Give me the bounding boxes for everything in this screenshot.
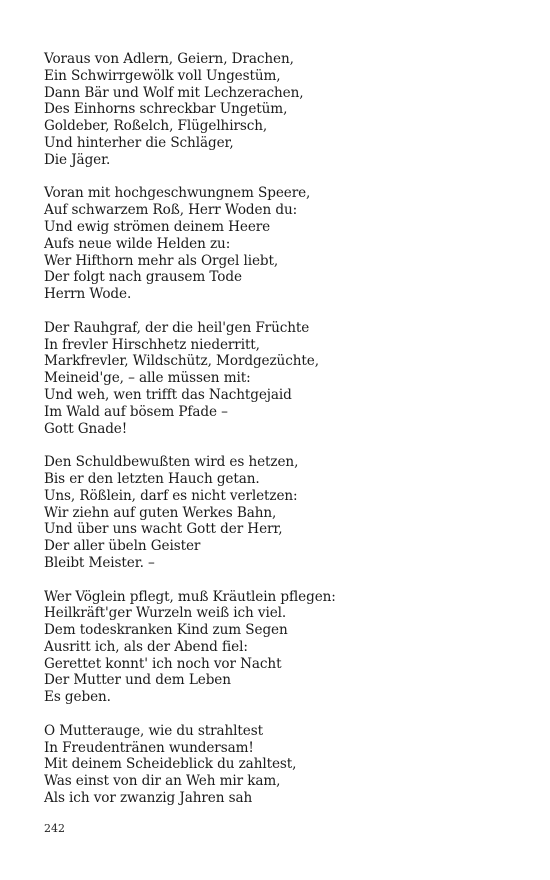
poem-line: Uns, Rößlein, darf es nicht verletzen: <box>44 487 298 504</box>
poem-line: Im Wald auf bösem Pfade – <box>44 403 228 420</box>
poem-line: Und über uns wacht Gott der Herr, <box>44 521 283 538</box>
poem-line: Als ich vor zwanzig Jahren sah <box>44 790 253 807</box>
poem-line: Bis er den letzten Hauch getan. <box>44 470 260 487</box>
stanza-2 <box>44 185 514 303</box>
poem-line: Der folgt nach grausem Tode <box>44 269 242 286</box>
poem-line: Der Rauhgraf, der die heil'gen Früchte <box>44 319 310 336</box>
poem-line: Bleibt Meister. – <box>44 554 155 571</box>
stanza-1 <box>44 51 514 169</box>
poem-line: Herrn Wode. <box>44 286 132 303</box>
stanza-6 <box>44 723 514 807</box>
poem-line: Der Mutter und dem Leben <box>44 672 231 689</box>
poem-line: In Freudentränen wundersam! <box>44 739 254 756</box>
poem-line: Dann Bär und Wolf mit Lechzerachen, <box>44 84 304 101</box>
poem-line: In frevler Hirschhetz niederritt, <box>44 336 260 353</box>
poem-line: Meineid'ge, – alle müssen mit: <box>44 370 251 387</box>
poem-line: Ein Schwirrgewölk voll Ungestüm, <box>44 67 281 84</box>
poem-line: Wer Hifthorn mehr als Orgel liebt, <box>44 252 279 269</box>
poem-line: Es geben. <box>44 689 111 706</box>
poem-line: Heilkräft'ger Wurzeln weiß ich viel. <box>44 605 287 622</box>
stanza-3 <box>44 320 514 438</box>
poem-line: Mit deinem Scheideblick du zahltest, <box>44 756 297 773</box>
poem-line: Gott Gnade! <box>44 420 128 437</box>
poem-line: Und ewig strömen deinem Heere <box>44 218 271 235</box>
poem-line: Gerettet konnt' ich noch vor Nacht <box>44 655 282 672</box>
poem-line: Wir ziehn auf guten Werkes Bahn, <box>44 504 277 521</box>
poem-line: Der aller übeln Geister <box>44 538 201 555</box>
poem-line: Und hinterher die Schläger, <box>44 134 234 151</box>
poem-line: Markfrevler, Wildschütz, Mordgezüchte, <box>44 353 319 370</box>
poem-line: Des Einhorns schreckbar Ungetüm, <box>44 101 288 118</box>
poem-line: Voraus von Adlern, Geiern, Drachen, <box>44 51 294 67</box>
poem-line: Die Jäger. <box>44 151 111 168</box>
poem-line: Und weh, wen trifft das Nachtgejaid <box>44 386 292 403</box>
poem-line: Auf schwarzem Roß, Herr Woden du: <box>44 202 298 219</box>
poem-line: Aufs neue wilde Helden zu: <box>44 235 231 252</box>
stanza-5 <box>44 589 514 707</box>
poem-line: Voran mit hochgeschwungnem Speere, <box>44 185 311 202</box>
page-number: 242 <box>44 822 65 835</box>
poem-line: Was einst von dir an Weh mir kam, <box>44 773 281 790</box>
poem-line: Dem todeskranken Kind zum Segen <box>44 622 288 639</box>
poem-line: Goldeber, Roßelch, Flügelhirsch, <box>44 118 268 135</box>
poem-line: O Mutterauge, wie du strahltest <box>44 722 263 739</box>
poem-text <box>44 51 514 824</box>
stanza-4 <box>44 454 514 572</box>
poem-line: Den Schuldbewußten wird es hetzen, <box>44 454 299 471</box>
poem-line: Ausritt ich, als der Abend fiel: <box>44 638 248 655</box>
poem-line: Wer Vöglein pflegt, muß Kräutlein pflegen: <box>44 588 336 605</box>
